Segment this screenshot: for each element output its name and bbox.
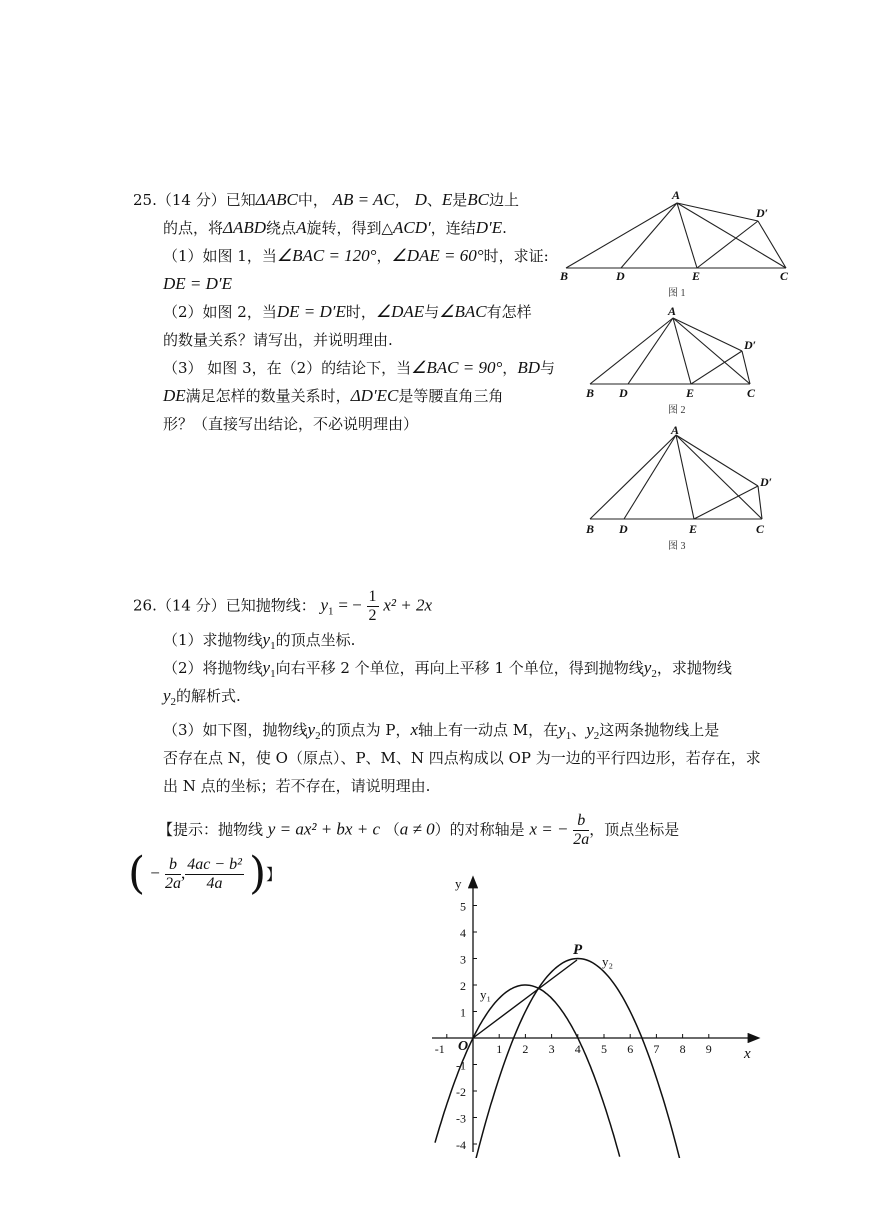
fig3-label-b: B <box>586 522 595 536</box>
y-axis-label: y <box>455 876 462 891</box>
x-tick-label: 3 <box>548 1042 555 1056</box>
x-tick-label: 7 <box>653 1042 660 1056</box>
y-tick-label: 2 <box>460 979 466 993</box>
q25-part3: （3） 如图 3，在（2）的结论下，当∠BAC = 90°，BD与 <box>163 358 555 377</box>
figure-1 <box>566 203 786 268</box>
q25-part2: （2）如图 2，当DE = D′E时，∠DAE与∠BAC有怎样 <box>163 302 532 321</box>
figure-3 <box>590 435 762 519</box>
y-tick-labels <box>456 899 469 1153</box>
fig2-label-c: C <box>747 386 756 400</box>
y-tick-label: -3 <box>456 1111 466 1126</box>
fig3-seg-dpe <box>694 486 758 519</box>
q25-line2: 的点，将ΔABD绕点A旋转，得到△ACD′，连结D′E. <box>163 218 507 237</box>
vertex-x-frac: $\frac{b}{2a}$ <box>164 855 181 892</box>
hint-axis-frac: $\frac{b}{2a}$ <box>573 812 590 848</box>
y2-curve-label: y₂ <box>602 954 614 969</box>
y-tick-label: 4 <box>460 926 466 940</box>
x-tick-labels <box>435 1042 712 1056</box>
x-tick-label: 8 <box>679 1042 686 1056</box>
fig3-seg-ae <box>676 435 694 519</box>
fig3-label-d: D <box>619 522 628 536</box>
y-tick-label: 3 <box>460 952 466 967</box>
q25-line1: 25.（14 分）已知ΔABC中， AB = AC， D、E是BC边上 <box>133 190 520 209</box>
fig2-label-a: A <box>668 304 677 318</box>
q25-part2-cont: 的数量关系？请写出，并说明理由. <box>163 331 393 349</box>
fig1-seg-dpe <box>697 221 758 268</box>
fig2-side-ac <box>673 318 750 384</box>
fig1-caption: 图 1 <box>668 288 686 299</box>
q25-part3-end: 形？（直接写出结论，不必说明理由） <box>163 415 419 433</box>
q26-part3-end: 出 N 点的坐标；若不存在，请说明理由. <box>163 777 431 795</box>
y-tick-label: -2 <box>456 1085 466 1099</box>
fig1-seg-adp <box>677 203 758 221</box>
x-tick-label: 2 <box>522 1042 529 1056</box>
fig1-side-ac <box>677 203 786 268</box>
x-tick-label: 9 <box>705 1042 712 1056</box>
fig2-labels <box>585 304 756 400</box>
fig2-seg-ae <box>673 318 691 384</box>
q26-line1: 26.（14 分）已知抛物线： $y_1$ = − $\frac{1}{2}$ x² + 2x <box>133 588 432 624</box>
fig1-label-a: A <box>672 188 681 202</box>
fig1-label-dprime: D′ <box>756 206 769 220</box>
q25-part1: （1）如图 1，当∠BAC = 120°，∠DAE = 60°时，求证: <box>163 246 549 265</box>
fig3-seg-dpc <box>758 486 762 519</box>
parabola-graph <box>420 868 770 1158</box>
fig2-label-dprime: D′ <box>744 338 757 352</box>
fig3-caption: 图 3 <box>668 541 686 552</box>
fig1-labels <box>559 188 789 283</box>
q26-part2: （2）将抛物线$y_1$向右平移 2 个单位，再向上平移 1 个单位，得到抛物线$y_2$，求抛物线 <box>163 658 732 680</box>
fig3-seg-adp <box>676 435 758 486</box>
origin-label: O <box>458 1039 469 1054</box>
fig3-label-dprime: D′ <box>760 475 773 489</box>
fig2-label-e: E <box>686 386 695 400</box>
q25-part1-eq: DE = D′E <box>163 274 233 293</box>
y-tick-label: -1 <box>456 1058 466 1073</box>
y-tick-label: 5 <box>460 899 466 914</box>
vertex-y-frac: $\frac{\text{4ac − b²}}{4a}$ <box>187 855 242 892</box>
q26-hint: 【提示：抛物线 y = ax² + bx + c （a ≠ 0）的对称轴是 x = − $\frac{b}{2a}$ ，顶点坐标是 <box>158 812 680 848</box>
fig2-caption: 图 2 <box>668 405 686 416</box>
x-axis-label: x <box>744 1046 751 1062</box>
y1-curve-label: y₁ <box>480 987 492 1002</box>
x-tick-label: 6 <box>627 1042 634 1056</box>
q26-part2-cont: $y_2$的解析式. <box>163 686 241 708</box>
fig2-seg-adp <box>673 318 742 351</box>
fig2-label-b: B <box>586 386 595 400</box>
fig2-side-ab <box>590 318 673 384</box>
fig1-label-e: E <box>692 269 701 283</box>
fig1-side-ab <box>566 203 677 268</box>
vertex-p-label: P <box>573 942 583 958</box>
q26-part1: （1）求抛物线$y_1$的顶点坐标. <box>163 630 356 652</box>
q25-figures <box>556 186 796 556</box>
fig1-seg-dpc <box>758 221 786 268</box>
y-tick-label: -4 <box>456 1138 466 1152</box>
fig1-label-d: D <box>616 269 625 283</box>
y-tick-label: 1 <box>460 1005 466 1020</box>
fig2-label-d: D <box>619 386 628 400</box>
x-tick-label: -1 <box>434 1042 445 1056</box>
fig1-label-b: B <box>560 269 569 283</box>
x-tick-label: 4 <box>574 1042 581 1056</box>
q26-part3-cont: 否存在点 N，使 O（原点）、P、M、N 四点构成以 OP 为一边的平行四边形，若存在，求 <box>163 749 761 767</box>
fig3-label-c: C <box>756 522 765 536</box>
figure-2 <box>590 318 750 384</box>
fig3-seg-ad <box>624 435 676 519</box>
fig1-label-c: C <box>780 269 789 283</box>
fig3-label-e: E <box>689 522 698 536</box>
x-tick-label: 1 <box>496 1042 503 1056</box>
q26-half-frac: $\frac{1}{2}$ <box>368 588 377 624</box>
x-tick-label: 5 <box>601 1042 607 1056</box>
fig1-seg-ad <box>621 203 677 268</box>
fig2-seg-ad <box>628 318 673 384</box>
fig3-label-a: A <box>671 423 680 437</box>
fig2-seg-dpc <box>742 351 750 384</box>
fig3-side-ab <box>590 435 676 519</box>
q26-part3: （3）如下图，抛物线$y_2$的顶点为 P，x轴上有一动点 M，在$y_1$、$y_2$这两条抛物线上是 <box>163 720 720 742</box>
parabola-y2-curve <box>476 959 680 1159</box>
q25-part3-cont: DE满足怎样的数量关系时，ΔD′EC是等腰直角三角 <box>163 386 504 405</box>
q26-vertex-formula: ( − $\frac{b}{2a}$ , $\frac{\text{4ac − b²}}{4a}$ )】 <box>128 848 282 899</box>
